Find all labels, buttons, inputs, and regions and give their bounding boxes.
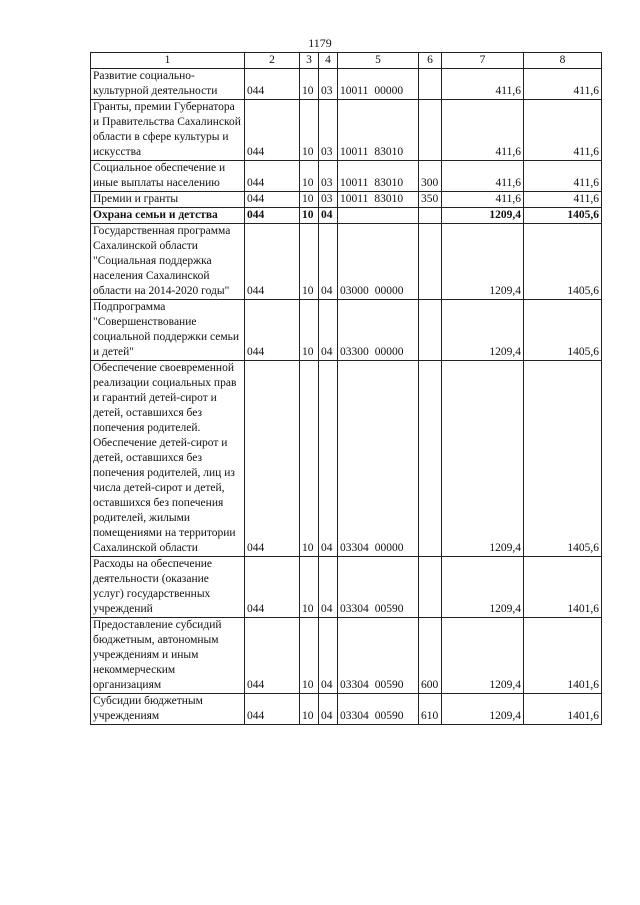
amount-year2-cell: 1401,6 [524,694,602,725]
amount-year2-cell: 411,6 [524,161,602,192]
ved-code-cell: 044 [245,208,300,224]
header-cell: 5 [338,53,419,69]
target-article-part2: 00000 [374,346,404,358]
expense-type-cell [419,69,442,100]
row-name-cell: Субсидии бюджетным учреждениям [91,694,245,725]
table-row [91,557,602,618]
target-article-cell [338,361,419,557]
page-number: 1179 [308,36,332,50]
target-article-cell [338,694,419,725]
row-name-cell: Подпрограмма "Совершенствование социальной поддержки семьи и детей" [91,300,245,361]
row-name-cell: Охрана семьи и детства [91,208,245,224]
target-article-part1: 03304 [340,710,369,722]
section-code-cell: 10 [300,557,319,618]
amount-year2-cell: 411,6 [524,69,602,100]
target-article-part1: 10011 [340,146,369,158]
header-cell: 8 [524,53,602,69]
table-row [91,300,602,361]
target-article-cell [338,557,419,618]
amount-year2-cell: 411,6 [524,100,602,161]
ved-code-cell: 044 [245,694,300,725]
amount-year2-cell: 1401,6 [524,557,602,618]
target-article-part1: 03304 [340,679,369,691]
ved-code-cell: 044 [245,161,300,192]
section-code-cell: 10 [300,100,319,161]
header-cell: 2 [245,53,300,69]
target-article-part1: 03304 [340,542,369,554]
subsection-code-cell: 03 [319,69,338,100]
row-name-cell: Социальное обеспечение и иные выплаты населению [91,161,245,192]
section-code-cell: 10 [300,694,319,725]
section-code-cell: 10 [300,208,319,224]
target-article-part2: 83010 [374,177,404,189]
table-row [91,618,602,694]
section-code-cell: 10 [300,192,319,208]
section-code-cell: 10 [300,161,319,192]
subsection-code-cell: 04 [319,618,338,694]
target-article-cell [338,100,419,161]
subsection-code-cell: 03 [319,192,338,208]
section-code-cell: 10 [300,618,319,694]
subsection-code-cell: 04 [319,208,338,224]
row-name-cell: Государственная программа Сахалинской области "Социальная поддержка населения Сахалинской области на 2014-2020 годы" [91,224,245,300]
subsection-code-cell: 04 [319,300,338,361]
target-article-part1: 10011 [340,85,369,97]
amount-year2-cell: 1401,6 [524,618,602,694]
ved-code-cell: 044 [245,557,300,618]
target-article-part2: 00000 [374,85,404,97]
amount-year1-cell: 1209,4 [442,300,524,361]
amount-year1-cell: 1209,4 [442,557,524,618]
target-article-part2: 83010 [374,193,404,205]
section-code-cell: 10 [300,300,319,361]
amount-year2-cell: 1405,6 [524,361,602,557]
header-cell: 4 [319,53,338,69]
table-row [91,208,602,224]
header-cell: 3 [300,53,319,69]
target-article-cell [338,192,419,208]
expense-type-cell [419,100,442,161]
budget-table [90,52,602,725]
table-row [91,100,602,161]
table-row [91,361,602,557]
expense-type-cell: 300 [419,161,442,192]
expense-type-cell [419,557,442,618]
target-article-part2: 83010 [374,146,404,158]
row-name-cell: Расходы на обеспечение деятельности (оказание услуг) государственных учреждений [91,557,245,618]
amount-year1-cell: 411,6 [442,192,524,208]
header-cell: 7 [442,53,524,69]
ved-code-cell: 044 [245,100,300,161]
table-header-row [91,53,602,69]
ved-code-cell: 044 [245,618,300,694]
amount-year1-cell: 411,6 [442,161,524,192]
target-article-part1: 03304 [340,603,369,615]
expense-type-cell [419,224,442,300]
expense-type-cell [419,208,442,224]
ved-code-cell: 044 [245,300,300,361]
target-article-cell [338,161,419,192]
table-row [91,69,602,100]
ved-code-cell: 044 [245,361,300,557]
expense-type-cell [419,300,442,361]
table-body [91,53,602,725]
section-code-cell: 10 [300,224,319,300]
subsection-code-cell: 04 [319,557,338,618]
target-article-cell [338,300,419,361]
header-cell: 6 [419,53,442,69]
amount-year1-cell: 1209,4 [442,208,524,224]
expense-type-cell [419,361,442,557]
target-article-part1: 10011 [340,177,369,189]
expense-type-cell: 350 [419,192,442,208]
target-article-part2: 00000 [374,285,404,297]
target-article-cell [338,618,419,694]
amount-year2-cell: 1405,6 [524,224,602,300]
subsection-code-cell: 04 [319,224,338,300]
target-article-part1: 03000 [340,285,369,297]
table-row [91,192,602,208]
target-article-part2: 00590 [374,679,404,691]
section-code-cell: 10 [300,361,319,557]
target-article-part1: 10011 [340,193,369,205]
ved-code-cell: 044 [245,192,300,208]
subsection-code-cell: 04 [319,694,338,725]
target-article-cell [338,208,419,224]
section-code-cell: 10 [300,69,319,100]
subsection-code-cell: 03 [319,161,338,192]
table-row [91,224,602,300]
row-name-cell: Развитие социально-культурной деятельности [91,69,245,100]
target-article-part1: 03300 [340,346,369,358]
amount-year1-cell: 1209,4 [442,618,524,694]
row-name-cell: Предоставление субсидий бюджетным, автономным учреждениям и иным некоммерческим организациям [91,618,245,694]
row-name-cell: Гранты, премии Губернатора и Правительства Сахалинской области в сфере культуры и искусства [91,100,245,161]
table-row [91,694,602,725]
target-article-part2: 00590 [374,710,404,722]
table-row [91,161,602,192]
ved-code-cell: 044 [245,69,300,100]
amount-year2-cell: 1405,6 [524,300,602,361]
amount-year1-cell: 411,6 [442,69,524,100]
amount-year1-cell: 1209,4 [442,224,524,300]
target-article-part2: 00590 [374,603,404,615]
row-name-cell: Премии и гранты [91,192,245,208]
amount-year2-cell: 411,6 [524,192,602,208]
amount-year1-cell: 411,6 [442,100,524,161]
expense-type-cell: 610 [419,694,442,725]
ved-code-cell: 044 [245,224,300,300]
row-name-cell: Обеспечение своевременной реализации социальных прав и гарантий детей-сирот и детей, оставшихся без попечения родителей. Обеспечение детей-сирот и детей, оставшихся без попечения родителей, лиц из числа детей-сирот и детей, оставшихся без попечения родителей, жилыми помещениями на территории Сахалинской области [91,361,245,557]
expense-type-cell: 600 [419,618,442,694]
amount-year1-cell: 1209,4 [442,694,524,725]
header-cell: 1 [91,53,245,69]
amount-year2-cell: 1405,6 [524,208,602,224]
amount-year1-cell: 1209,4 [442,361,524,557]
target-article-cell [338,69,419,100]
subsection-code-cell: 04 [319,361,338,557]
target-article-part2: 00000 [374,542,404,554]
subsection-code-cell: 03 [319,100,338,161]
target-article-cell [338,224,419,300]
